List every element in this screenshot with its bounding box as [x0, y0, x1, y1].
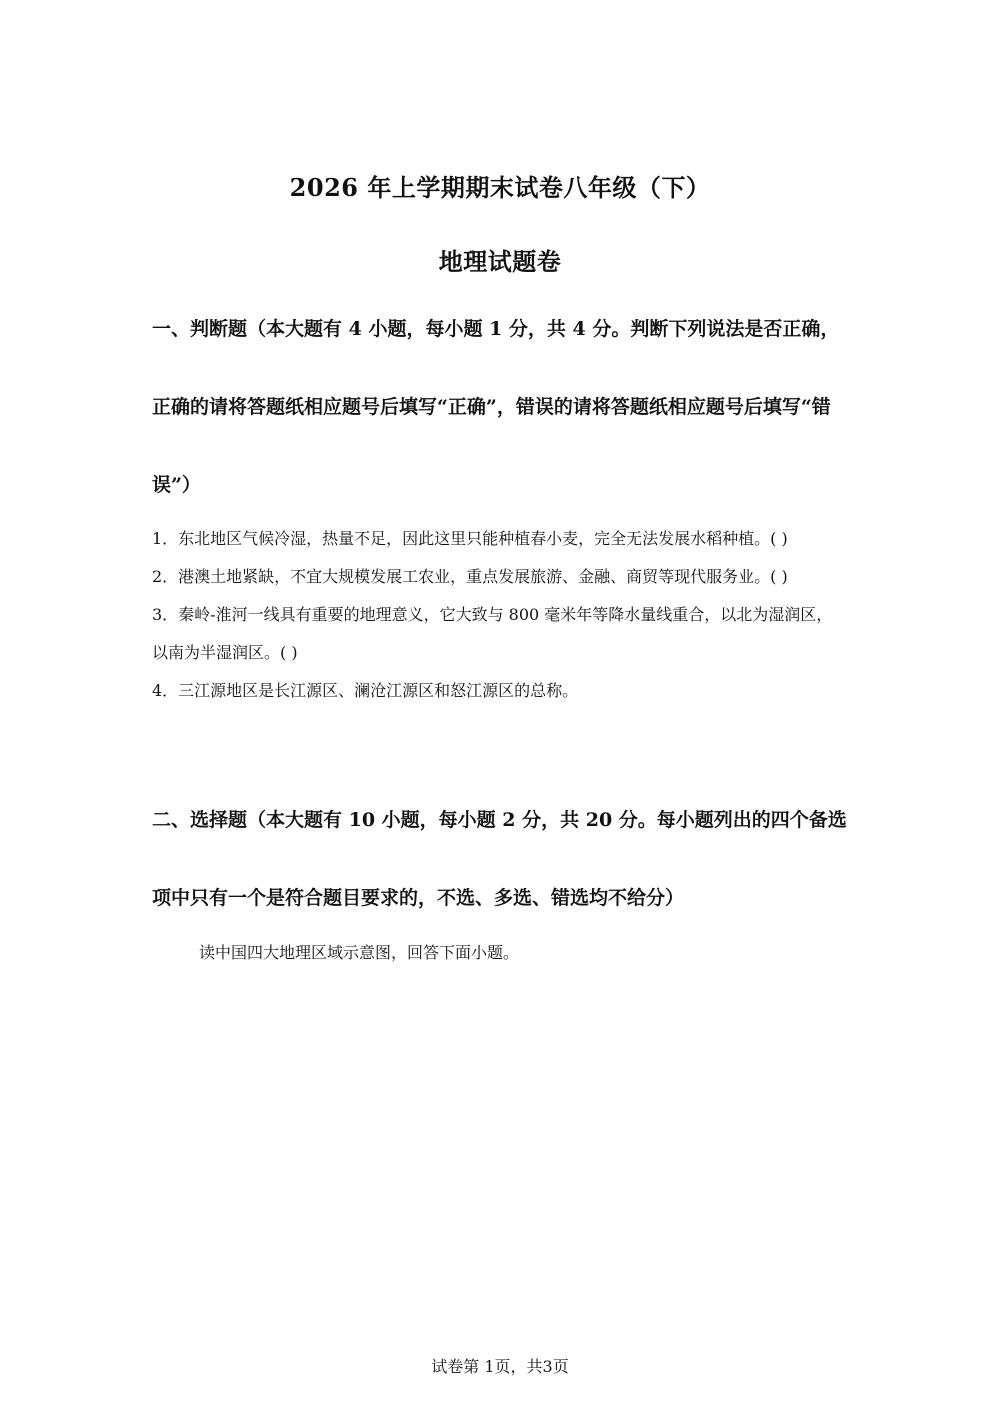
question-2: 2．港澳土地紧缺，不宜大规模发展工农业，重点发展旅游、金融、商贸等现代服务业。( ) — [152, 567, 788, 586]
question-1: 1．东北地区气候冷湿，热量不足，因此这里只能种植春小麦，完全无法发展水稻种植。( ) — [152, 529, 788, 548]
section2-intro: 读中国四大地理区域示意图，回答下面小题。 — [199, 943, 520, 962]
page-footer: 试卷第 1页，共3页 — [431, 1357, 569, 1376]
exam-title: 2026 年上学期期末试卷八年级（下） — [289, 173, 711, 202]
section1-heading: 一、判断题（本大题有 4 小题，每小题 1 分，共 4 分。判断下列说法是否正确，正确的请将答题纸相应题号后填写“正确”，错误的请将答题纸相应题号后填写“错误”） — [152, 318, 840, 496]
true-false-question-list — [152, 520, 842, 710]
section2-heading: 二、选择题（本大题有 10 小题，每小题 2 分，共 20 分。每小题列出的四个备选项中只有一个是符合题目要求的，不选、多选、错选均不给分） — [152, 809, 847, 909]
exam-subtitle: 地理试题卷 — [438, 247, 562, 276]
question-4: 4．三江源地区是长江源区、澜沧江源区和怒江源区的总称。 — [152, 681, 579, 700]
question-3: 3．秦岭-淮河一线具有重要的地理意义，它大致与 800 毫米年等降水量线重合，以北为湿润区，以南为半湿润区。( ) — [152, 605, 833, 662]
